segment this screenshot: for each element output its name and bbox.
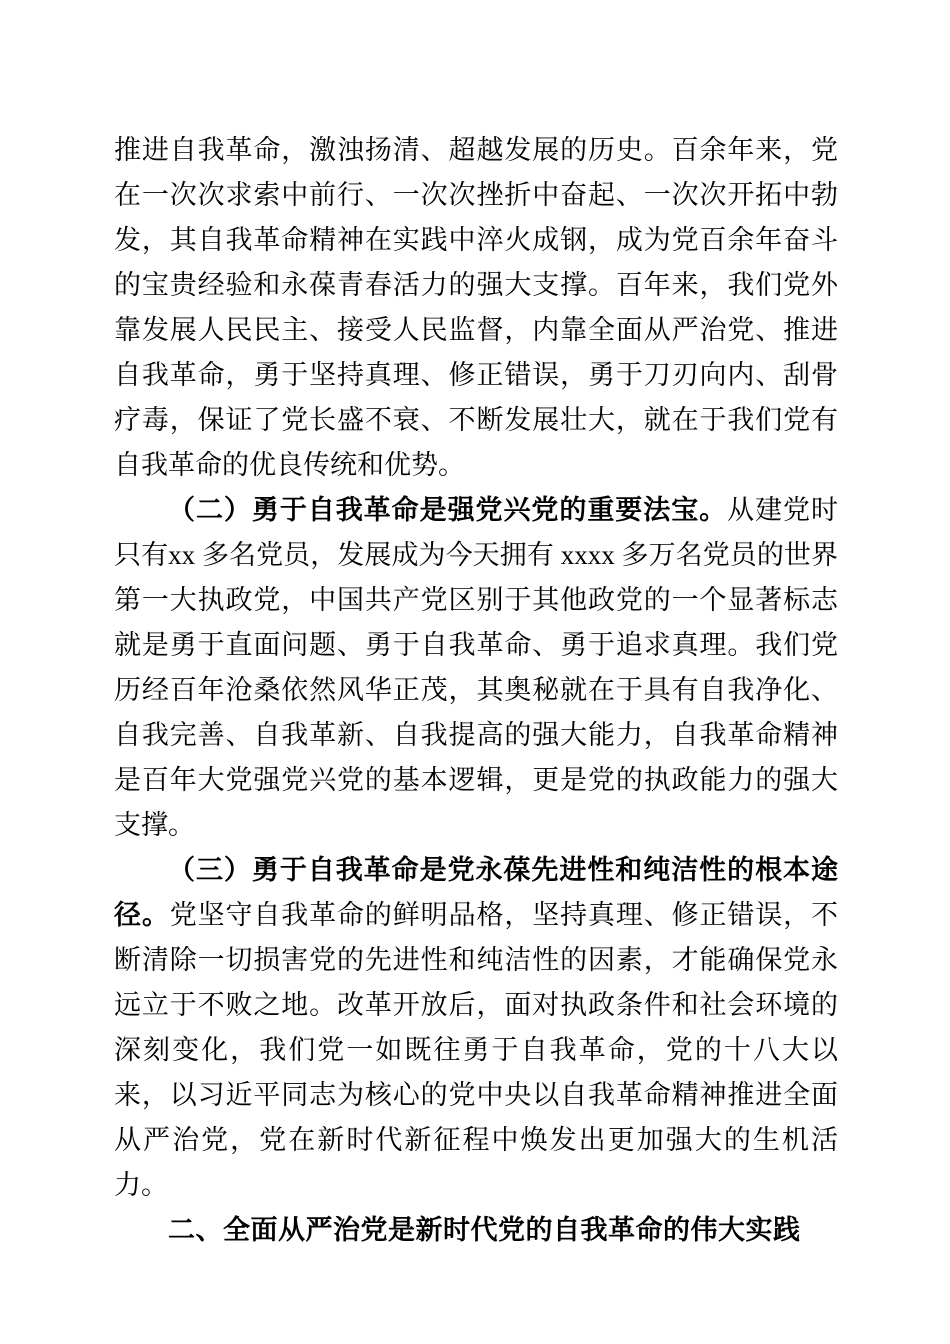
section-heading: 二、全面从严治党是新时代党的自我革命的伟大实践 [168,1215,801,1245]
paragraph-lead: （二）勇于自我革命是强党兴党的重要法宝。 [168,495,728,525]
document-body [114,128,838,1253]
paragraph-text: 从建党时只有xx 多名党员，发展成为今天拥有 xxxx 多万名党员的世界第一大执政党，中国共产党区别于其他政党的一个显著标志就是勇于直面问题、勇于自我革命、勇于追求真理。我们党历经百年沧桑依然风华正茂，其奥秘就在于具有自我净化、自我完善、自我革新、自我提高的强大能力，自我革命精神是百年大党强党兴党的基本逻辑，更是党的执政能力的强大支撑。 [114,495,839,840]
paragraph [114,848,838,1208]
paragraph [114,128,838,488]
paragraph-lead: （三）勇于自我革命是党永葆先进性和纯洁性的根本途径。 [114,855,838,930]
paragraph-text: 推进自我革命，激浊扬清、超越发展的历史。百余年来，党在一次次求索中前行、一次次挫折中奋起、一次次开拓中勃发，其自我革命精神在实践中淬火成钢，成为党百余年奋斗的宝贵经验和永葆青春活力的强大支撑。百年来，我们党外靠发展人民民主、接受人民监督，内靠全面从严治党、推进自我革命，勇于坚持真理、修正错误，勇于刀刃向内、刮骨疗毒，保证了党长盛不衰、不断发展壮大，就在于我们党有自我革命的优良传统和优势。 [114,135,838,480]
paragraph [114,488,838,848]
paragraph-text: 党坚守自我革命的鲜明品格，坚持真理、修正错误，不断清除一切损害党的先进性和纯洁性的因素，才能确保党永远立于不败之地。改革开放后，面对执政条件和社会环境的深刻变化，我们党一如既往勇于自我革命，党的十八大以来，以习近平同志为核心的党中央以自我革命精神推进全面从严治党，党在新时代新征程中焕发出更加强大的生机活力。 [114,900,839,1200]
